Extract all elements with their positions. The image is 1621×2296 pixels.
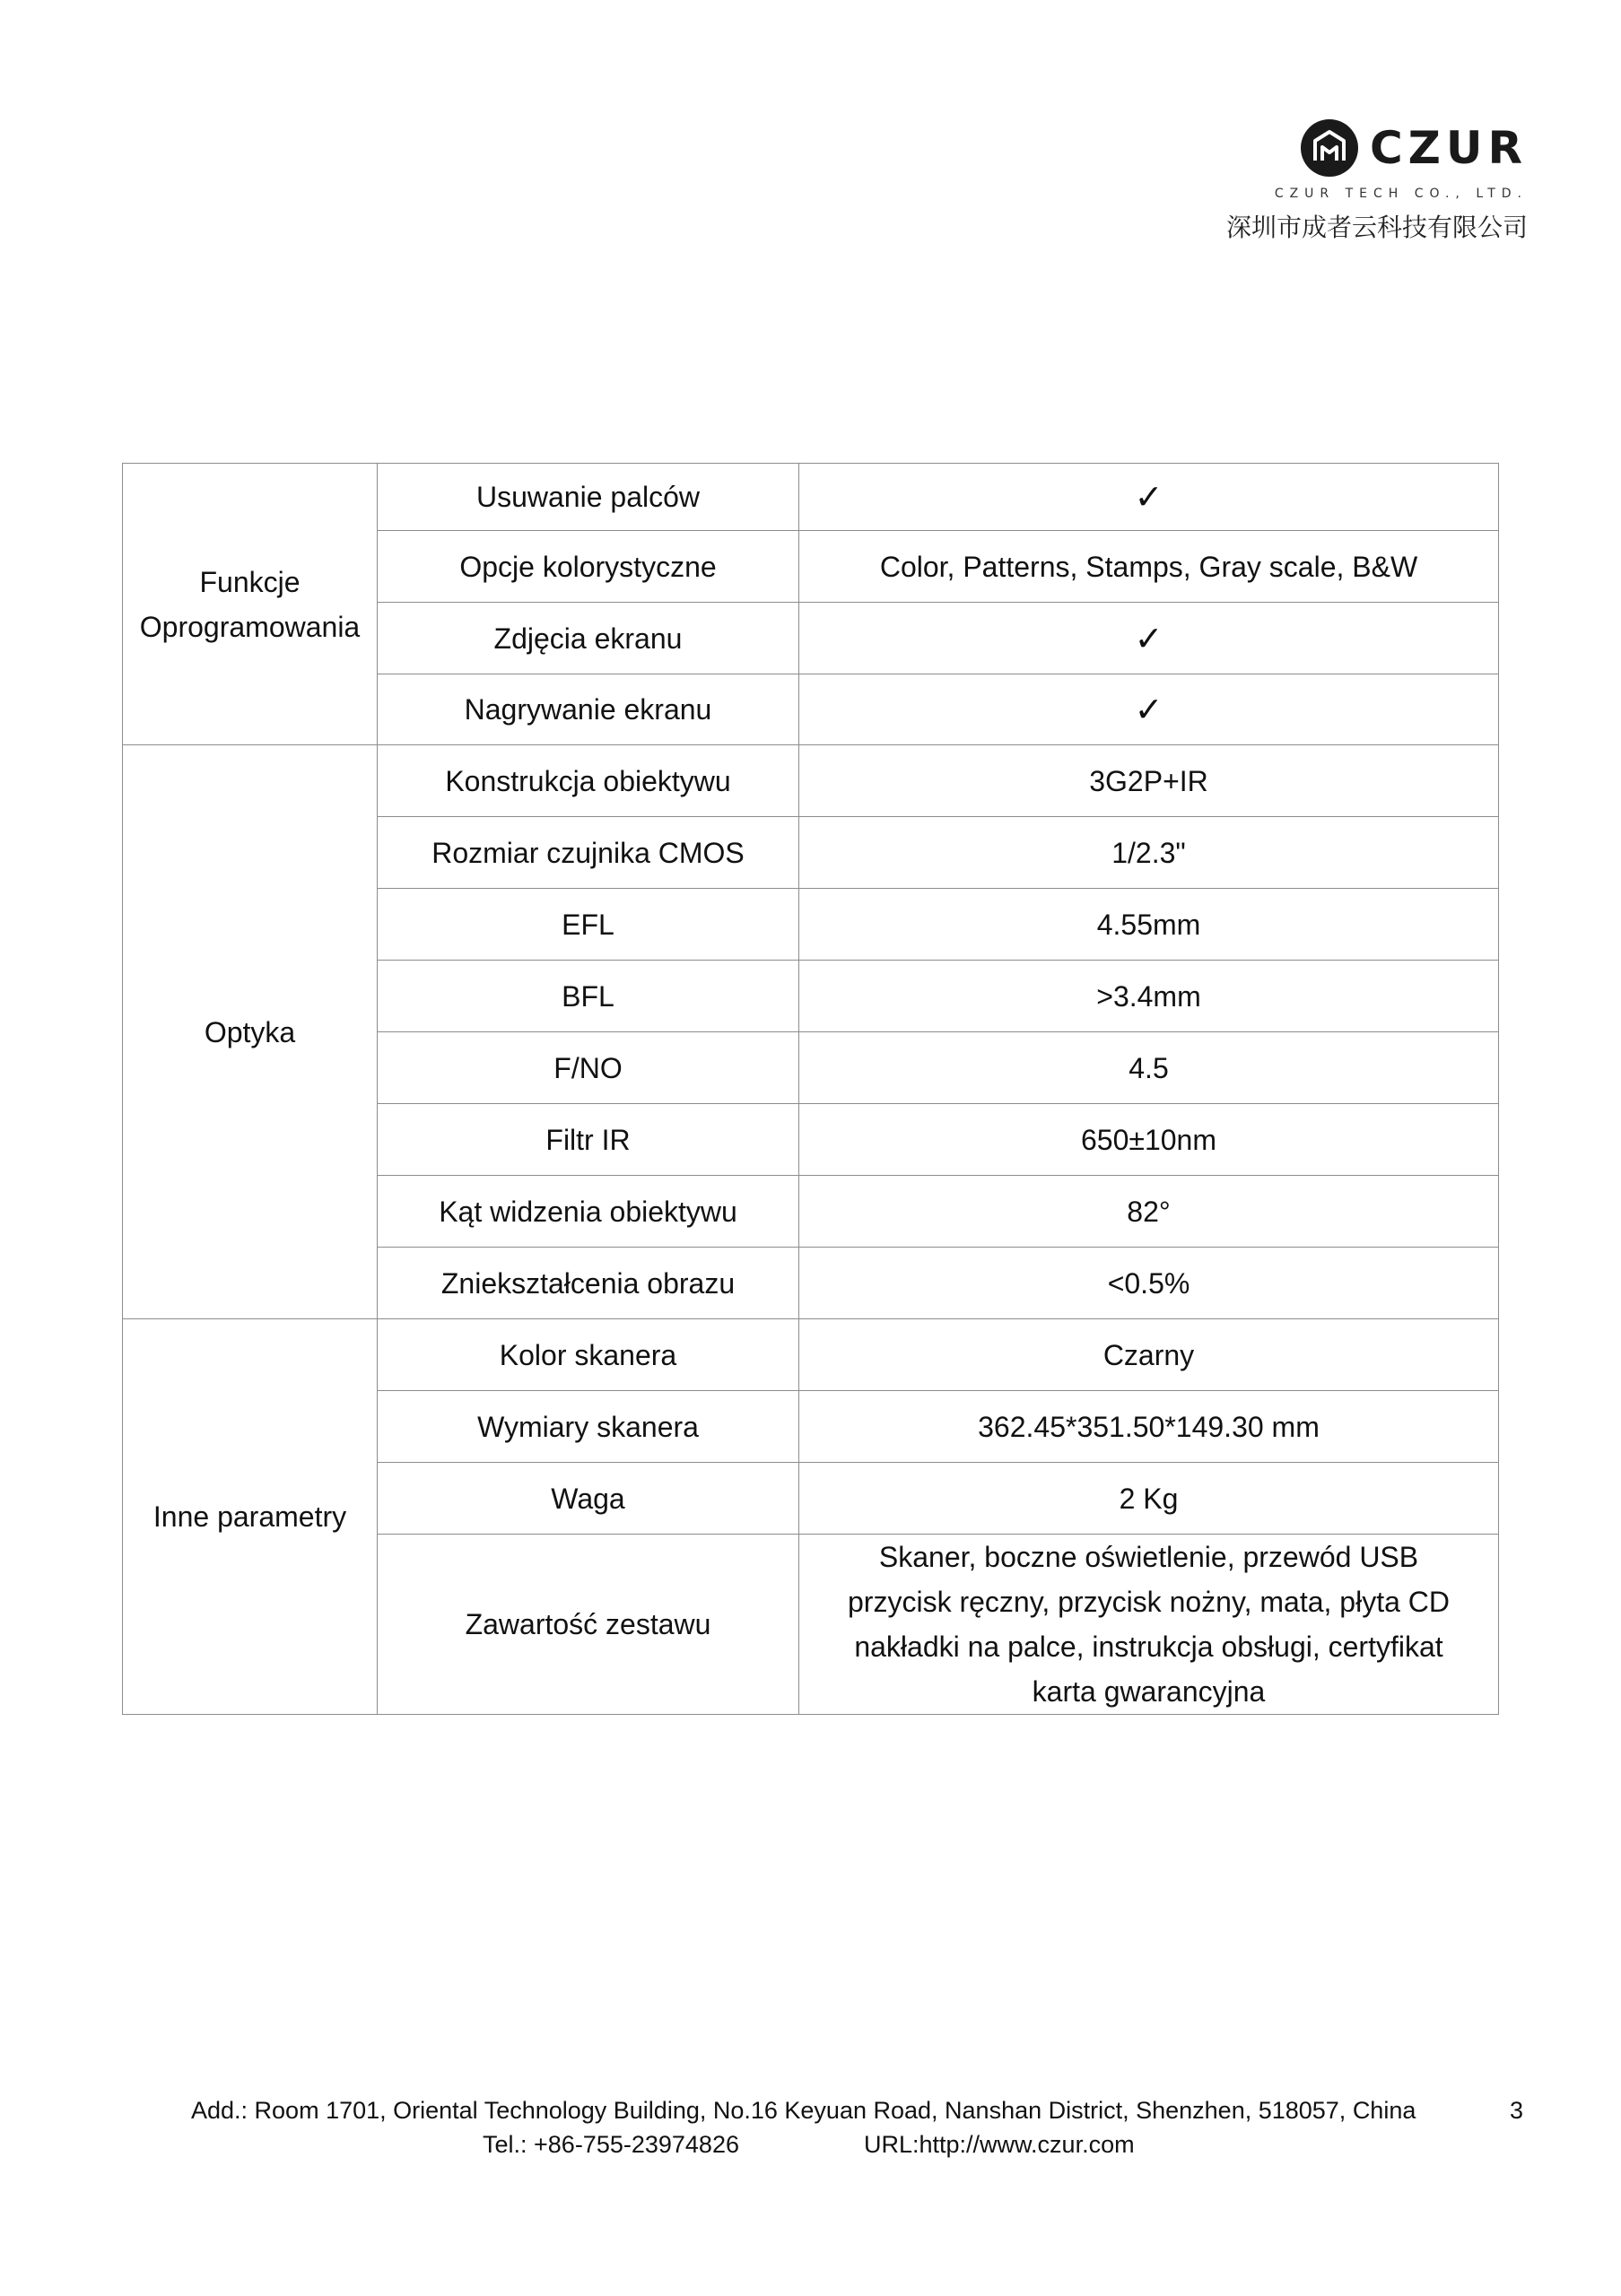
page-number: 3 (1510, 2097, 1524, 2124)
footer-address: Add.: Room 1701, Oriental Technology Building, No.16 Keyuan Road, Nanshan District, Shenzhen, 518057, China (191, 2097, 1416, 2124)
spec-name: Opcje kolorystyczne (378, 531, 799, 603)
brand-logo (1300, 118, 1528, 178)
company-name-cn: 深圳市成者云科技有限公司 (1225, 213, 1528, 242)
footer-url: URL:http://www.czur.com (864, 2131, 1135, 2158)
company-name-en: CZUR TECH CO., LTD. (1274, 187, 1528, 201)
spec-name: Zdjęcia ekranu (378, 603, 799, 674)
czur-logo-icon (1300, 118, 1359, 178)
footer-phone: Tel.: +86-755-23974826 (483, 2131, 739, 2158)
checkmark-icon: ✓ (799, 464, 1499, 531)
checkmark-icon: ✓ (799, 603, 1499, 674)
package-line: karta gwarancyjna (1032, 1675, 1266, 1708)
spec-value: 4.55mm (799, 889, 1499, 961)
category-cell: Inne parametry (123, 1319, 378, 1715)
spec-name: Nagrywanie ekranu (378, 674, 799, 745)
table-row (123, 745, 1499, 817)
spec-name: BFL (378, 961, 799, 1032)
spec-name: Usuwanie palców (378, 464, 799, 531)
spec-name: Rozmiar czujnika CMOS (378, 817, 799, 889)
spec-name: Konstrukcja obiektywu (378, 745, 799, 817)
spec-name: Waga (378, 1463, 799, 1535)
spec-value: Czarny (799, 1319, 1499, 1391)
spec-value: 1/2.3" (799, 817, 1499, 889)
spec-value: 82° (799, 1176, 1499, 1248)
table-row (123, 1319, 1499, 1391)
page-header (1169, 115, 1528, 249)
package-line: Skaner, boczne oświetlenie, przewód USB (878, 1541, 1419, 1573)
table-row (123, 464, 1499, 531)
spec-value: 362.45*351.50*149.30 mm (799, 1391, 1499, 1463)
package-line: przycisk ręczny, przycisk nożny, mata, płyta CD (848, 1586, 1450, 1618)
category-cell: Funkcje Oprogramowania (123, 464, 378, 745)
spec-value: 2 Kg (799, 1463, 1499, 1535)
spec-value: 650±10nm (799, 1104, 1499, 1176)
spec-value: Color, Patterns, Stamps, Gray scale, B&W (799, 531, 1499, 603)
spec-name: Zawartość zestawu (378, 1535, 799, 1715)
spec-name: Wymiary skanera (378, 1391, 799, 1463)
spec-value: 4.5 (799, 1032, 1499, 1104)
spec-name: F/NO (378, 1032, 799, 1104)
package-line: nakładki na palce, instrukcja obsługi, certyfikat (854, 1631, 1443, 1663)
category-cell: Optyka (123, 745, 378, 1319)
spec-value: <0.5% (799, 1248, 1499, 1319)
spec-name: EFL (378, 889, 799, 961)
spec-name: Filtr IR (378, 1104, 799, 1176)
spec-value: >3.4mm (799, 961, 1499, 1032)
spec-name: Kąt widzenia obiektywu (378, 1176, 799, 1248)
spec-name: Zniekształcenia obrazu (378, 1248, 799, 1319)
brand-name: CZUR (1369, 122, 1528, 174)
spec-table (122, 463, 1499, 1715)
package-contents (799, 1535, 1499, 1715)
spec-value: 3G2P+IR (799, 745, 1499, 817)
checkmark-icon: ✓ (799, 674, 1499, 745)
spec-name: Kolor skanera (378, 1319, 799, 1391)
